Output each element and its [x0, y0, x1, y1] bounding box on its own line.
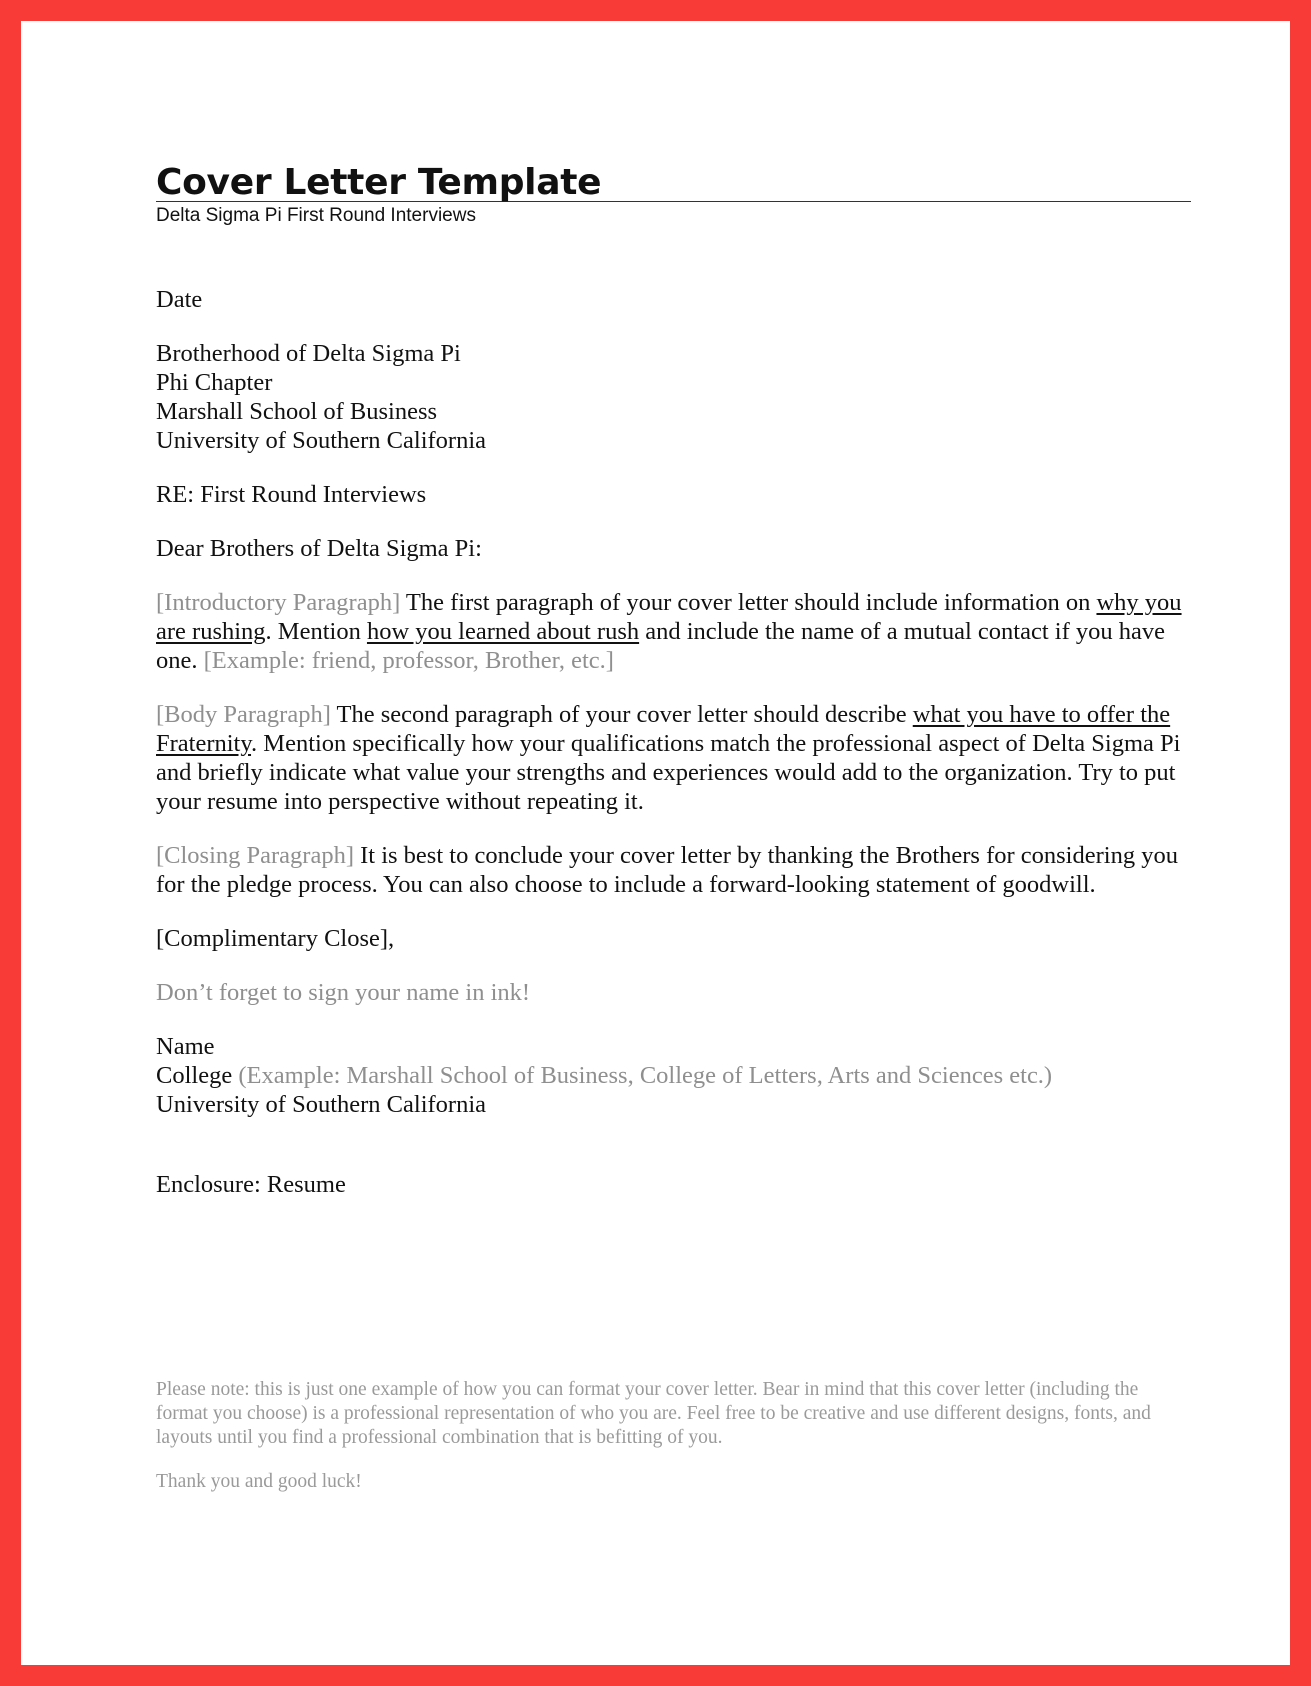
enclosure-line: Enclosure: Resume	[156, 1171, 346, 1198]
closing-label: [Closing Paragraph]	[156, 842, 354, 869]
closing-text: It is best to conclude your cover letter by thanking the Brothers for considering you for the pledge process. You can also choose to include a forward-looking statement of goodwill.	[156, 842, 1178, 898]
signature-university: University of Southern California	[156, 1091, 487, 1118]
recipient-address	[156, 339, 1191, 455]
body-text: . Mention specifically how your qualifications match the professional aspect of Delta Sigma Pi and briefly indicate what value your strengths and experiences would add to the organization. Try to put your resume into perspective without repeating it.	[156, 730, 1181, 815]
body-text: The second paragraph of your cover letter should describe	[330, 701, 913, 728]
signature-college: College	[156, 1062, 233, 1089]
footer-note: Please note: this is just one example of how you can format your cover letter. Bear in mind that this cover letter (including the format you choose) is a professional representation of who you are. Feel free to be creative and use different designs, fonts, and layouts until you find a professional combination that is befitting of you.	[156, 1379, 1151, 1448]
intro-text: and include the name of a mutual contact if you have one.	[156, 618, 1165, 674]
intro-text: . Mention	[265, 618, 367, 645]
sign-note: Don’t forget to sign your name in ink!	[156, 979, 531, 1006]
address-line: University of Southern California	[156, 427, 487, 454]
address-line: Brotherhood of Delta Sigma Pi	[156, 340, 461, 367]
intro-label: [Introductory Paragraph]	[156, 589, 401, 616]
signature-name: Name	[156, 1033, 215, 1060]
address-line: Marshall School of Business	[156, 398, 438, 425]
signature-college-line	[156, 1061, 1191, 1090]
intro-text: The first paragraph of your cover letter should include information on	[400, 589, 1097, 616]
closing-paragraph	[156, 841, 1191, 899]
letter-date: Date	[156, 286, 203, 313]
intro-paragraph	[156, 588, 1191, 675]
body-underline-offer: what you have to offer the Fraternity	[156, 701, 1171, 757]
complimentary-close: [Complimentary Close],	[156, 925, 395, 952]
re-line: RE: First Round Interviews	[156, 481, 427, 508]
intro-underline-why: why you are rushing	[156, 589, 1182, 645]
signature-block	[156, 1032, 1191, 1119]
document-page	[156, 161, 1191, 1494]
body-label: [Body Paragraph]	[156, 701, 331, 728]
signature-college-example: (Example: Marshall School of Business, College of Letters, Arts and Sciences etc.)	[232, 1062, 1053, 1089]
intro-underline-how: how you learned about rush	[366, 618, 640, 645]
body-paragraph	[156, 700, 1191, 816]
document-subtitle: Delta Sigma Pi First Round Interviews	[156, 205, 476, 226]
salutation: Dear Brothers of Delta Sigma Pi:	[156, 535, 482, 562]
document-title: Cover Letter Template	[156, 162, 602, 203]
footer-thanks: Thank you and good luck!	[156, 1471, 362, 1492]
intro-example: [Example: friend, professor, Brother, etc.]	[203, 647, 614, 674]
address-line: Phi Chapter	[156, 369, 273, 396]
